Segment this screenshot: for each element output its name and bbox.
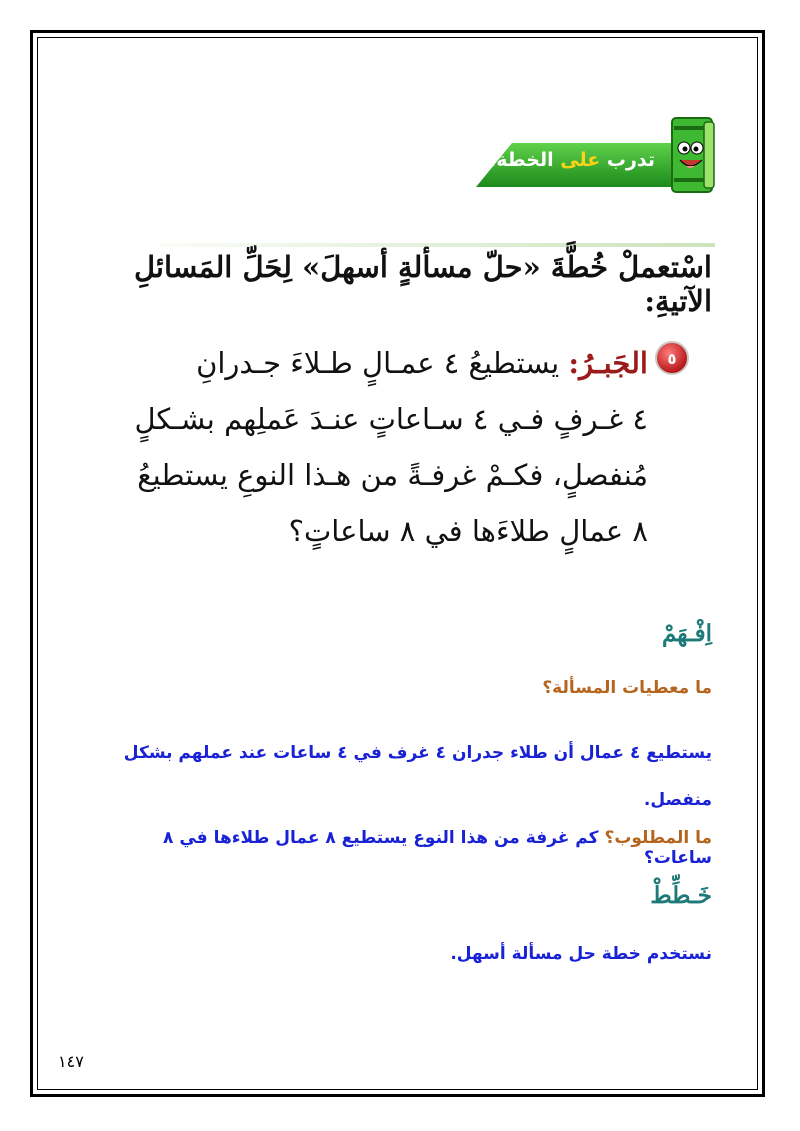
instruction-text: اسْتعملْ خُطَّةَ «حلّ مسألةٍ أسهلَ» لِحَلِّ المَسائلِ الآتيةِ: (133, 250, 712, 318)
banner-word-2: على (560, 149, 601, 171)
problem-line-1-text: يستطيعُ ٤ عمـالٍ طـلاءَ جـدرانِ (196, 346, 560, 380)
problem-line-3: مُنفصلٍ، فكـمْ غرفـةً من هـذا النوعِ يستطيعُ (137, 458, 648, 492)
plan-heading: خَـطِّطْ (650, 882, 712, 909)
problem-line-4: ٨ عمالٍ طلاءَها في ٨ ساعاتٍ؟ (288, 514, 648, 548)
practice-banner (476, 143, 681, 187)
page-border-inner (37, 37, 758, 1090)
problem-line-1 (88, 335, 648, 391)
required-label: ما المطلوب؟ (604, 828, 712, 848)
decorative-divider (160, 243, 715, 247)
plan-answer: نستخدم خطة حل مسألة أسهل. (450, 944, 712, 964)
required-line (92, 828, 712, 868)
problem-topic-label: الجَبـرُ: (568, 346, 648, 380)
required-text: كم غرفة من هذا النوع يستطيع ٨ عمال طلاءها في ٨ ساعات؟ (163, 828, 712, 868)
problem-line-2: ٤ غـرفٍ فـي ٤ سـاعاتٍ عنـدَ عَملِهم بشـكلٍ (134, 402, 648, 436)
bullet-5-icon (654, 340, 690, 376)
givens-answer: يستطيع ٤ عمال أن طلاء جدران ٤ غرف في ٤ ساعات عند عملهم بشكل منفصل. (123, 743, 712, 810)
understand-heading: اِفْـهَمْ (661, 620, 712, 647)
svg-text:٥: ٥ (667, 350, 677, 368)
banner-title (489, 149, 655, 171)
book-mascot-icon (664, 112, 720, 196)
problem-text (88, 335, 648, 559)
page-number: ١٤٧ (58, 1052, 84, 1071)
banner-word-3: الخطة: (488, 149, 554, 171)
banner-word-1: تدرب (606, 149, 655, 171)
givens-question: ما معطيات المسألة؟ (542, 678, 712, 698)
